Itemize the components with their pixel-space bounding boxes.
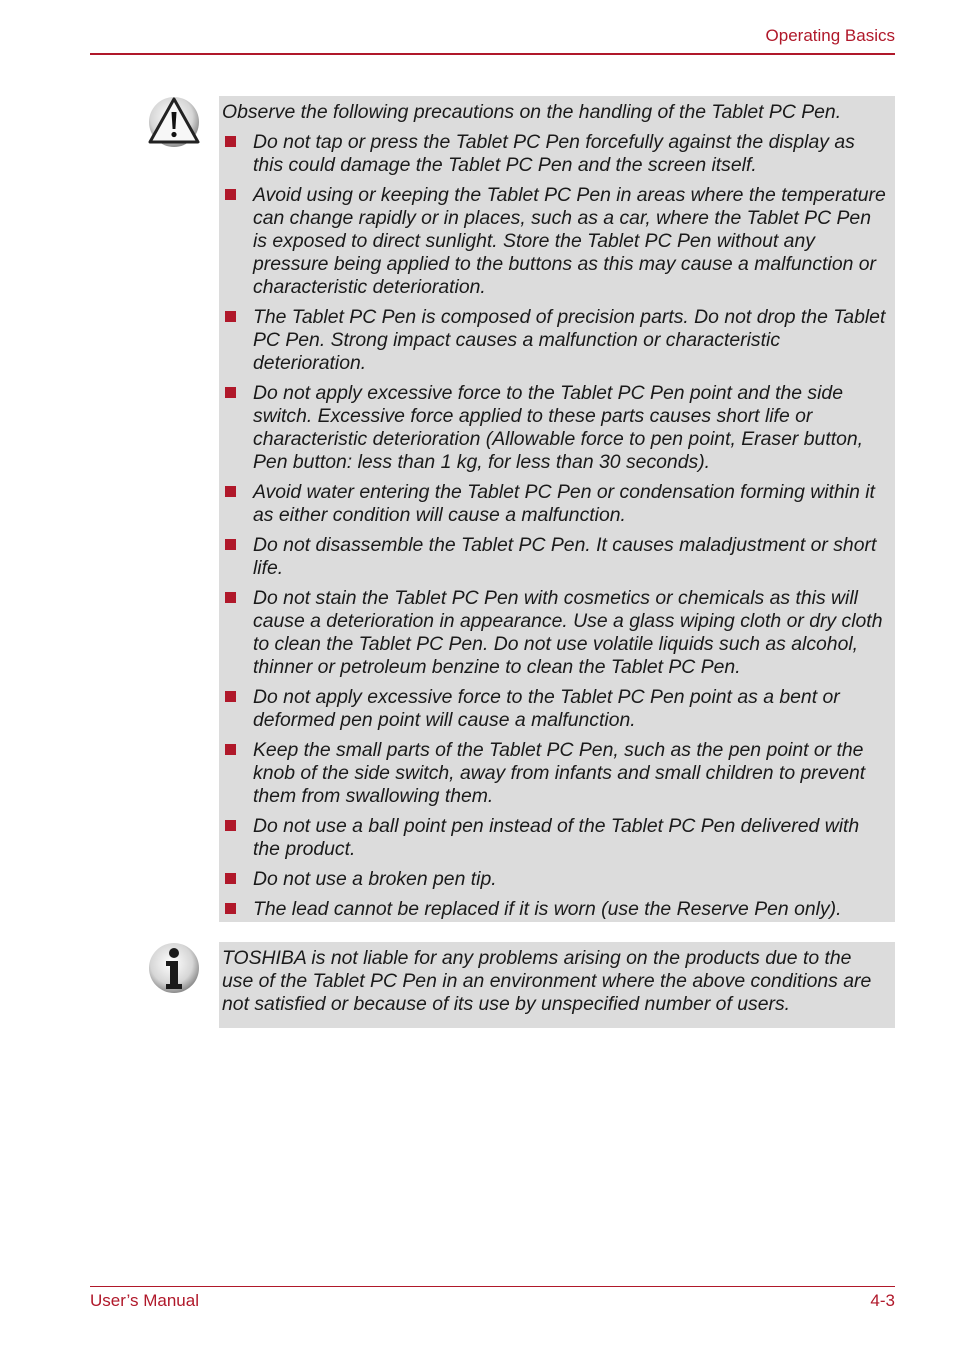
footer-rule xyxy=(90,1286,895,1287)
bullet-square-icon xyxy=(225,903,236,914)
list-item xyxy=(222,868,889,891)
bullet-square-icon xyxy=(225,539,236,550)
bullet-square-icon xyxy=(225,136,236,147)
list-item xyxy=(222,815,889,861)
list-item xyxy=(222,587,889,679)
caution-box xyxy=(219,96,895,922)
list-item xyxy=(222,131,889,177)
caution-intro: Observe the following precautions on the handling of the Tablet PC Pen. xyxy=(222,101,842,123)
list-item-text: Avoid using or keeping the Tablet PC Pen in areas where the temperature can change rapidly or in places, such as a car, where the Tablet PC Pen is exposed to direct sunlight. Store the Tablet PC Pen without any pressure being applied to the buttons as this may cause a malfunction or characteristic deterioration. xyxy=(253,184,886,298)
bullet-square-icon xyxy=(225,820,236,831)
bullet-square-icon xyxy=(225,592,236,603)
list-item-text: Do not use a ball point pen instead of the Tablet PC Pen delivered with the product. xyxy=(253,815,860,860)
caution-icon xyxy=(147,95,201,149)
info-icon xyxy=(147,941,201,995)
list-item-text: Avoid water entering the Tablet PC Pen or condensation forming within it as either condition will cause a malfunction. xyxy=(253,481,875,526)
list-item-text: Do not disassemble the Tablet PC Pen. It causes maladjustment or short life. xyxy=(253,534,877,579)
list-item xyxy=(222,306,889,375)
list-item xyxy=(222,739,889,808)
bullet-square-icon xyxy=(225,691,236,702)
page-number: 4-3 xyxy=(870,1291,895,1310)
bullet-square-icon xyxy=(225,189,236,200)
page-header-title: Operating Basics xyxy=(765,26,895,45)
list-item-text: Do not tap or press the Tablet PC Pen forcefully against the display as this could damage the Tablet PC Pen and the screen itself. xyxy=(253,131,855,176)
list-item xyxy=(222,481,889,527)
bullet-square-icon xyxy=(225,311,236,322)
caution-list xyxy=(222,131,889,921)
list-item-text: Do not use a broken pen tip. xyxy=(253,868,497,890)
list-item-text: The lead cannot be replaced if it is worn (use the Reserve Pen only). xyxy=(253,898,842,920)
list-item-text: Keep the small parts of the Tablet PC Pen, such as the pen point or the knob of the side switch, away from infants and small children to prevent them from swallowing them. xyxy=(253,739,866,807)
list-item xyxy=(222,686,889,732)
list-item-text: Do not apply excessive force to the Tablet PC Pen point as a bent or deformed pen point will cause a malfunction. xyxy=(253,686,840,731)
bullet-square-icon xyxy=(225,873,236,884)
bullet-square-icon xyxy=(225,486,236,497)
list-item xyxy=(222,898,889,921)
list-item-text: The Tablet PC Pen is composed of precision parts. Do not drop the Tablet PC Pen. Strong impact causes a malfunction or characteristic deterioration. xyxy=(253,306,886,374)
bullet-square-icon xyxy=(225,387,236,398)
list-item xyxy=(222,534,889,580)
info-box xyxy=(219,942,895,1028)
header-rule xyxy=(90,53,895,55)
bullet-square-icon xyxy=(225,744,236,755)
list-item-text: Do not stain the Tablet PC Pen with cosmetics or chemicals as this will cause a deterioration in appearance. Use a glass wiping cloth or dry cloth to clean the Tablet PC Pen. Do not use volatile liquids such as alcohol, thinner or petroleum benzine to clean the Tablet PC Pen. xyxy=(253,587,883,678)
list-item xyxy=(222,184,889,299)
list-item xyxy=(222,382,889,474)
list-item-text: Do not apply excessive force to the Tablet PC Pen point and the side switch. Excessive force applied to these parts causes short life or characteristic deterioration (Allowable force to pen point, Eraser button, Pen button: less than 1 kg, for less than 30 seconds). xyxy=(253,382,864,473)
info-text: TOSHIBA is not liable for any problems arising on the products due to the use of the Tablet PC Pen in an environment where the above conditions are not satisfied or because of its use by unspecified number of users. xyxy=(222,947,872,1015)
footer-manual-title: User’s Manual xyxy=(90,1291,199,1310)
